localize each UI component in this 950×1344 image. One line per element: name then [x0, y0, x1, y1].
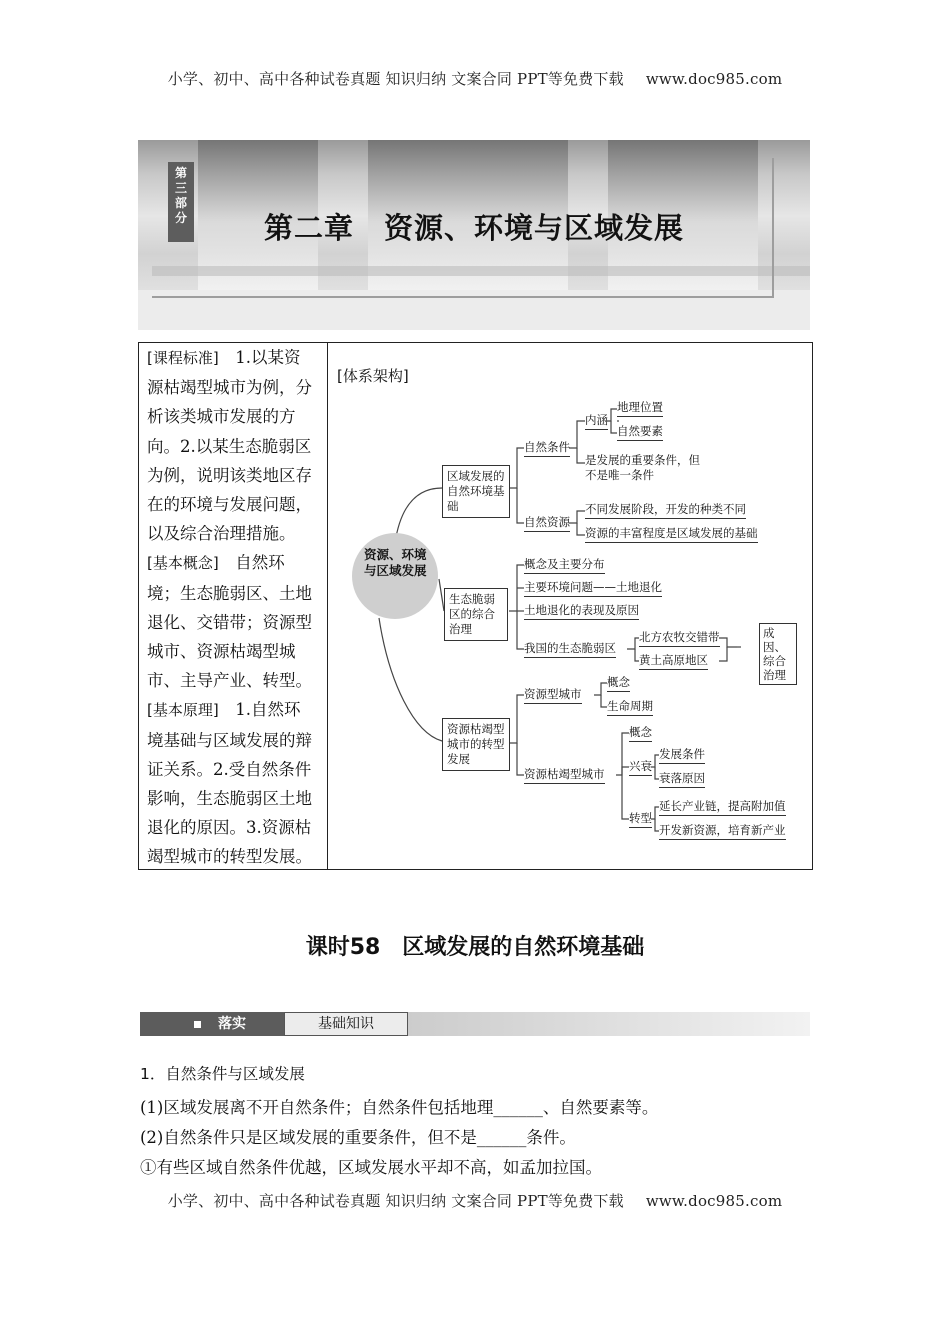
section-bar-light-label: 基础知识 [284, 1012, 408, 1036]
content-p3: ①有些区域自然条件优越，区域发展水平却不高，如孟加拉国。 [140, 1158, 602, 1177]
node-extend-chain: 延长产业链，提高附加值 [659, 799, 786, 816]
standards-text: 析该类城市发展的方 [147, 407, 296, 427]
part-tag-text: 第三部分 [174, 166, 187, 225]
header-url[interactable]: www.doc985.com [645, 70, 783, 88]
standards-text: 境基础与区域发展的辩 [147, 730, 312, 750]
content-p2: (2)自然条件只是区域发展的重要条件，但不是______条件。 [140, 1128, 576, 1147]
standards-text: 向。2.以某生态脆弱区 [147, 436, 312, 456]
standards-text: 自然环 [218, 553, 285, 573]
node-dev-conditions: 发展条件 [659, 747, 705, 764]
standards-text: 竭型城市的转型发展。 [147, 847, 312, 867]
node-china-fragile: 我国的生态脆弱区 [524, 641, 616, 658]
footer-url[interactable]: www.doc985.com [645, 1192, 783, 1210]
standards-text: 源枯竭型城市为例，分 [147, 378, 312, 398]
section-bar-dark-label: 落实 [218, 1016, 246, 1032]
standards-text: 为例，说明该类地区存 [147, 465, 312, 485]
architecture-label: [体系架构] [337, 367, 409, 385]
node-new-resources: 开发新资源，培育新产业 [659, 823, 786, 840]
standards-text: 1.以某资 [218, 348, 301, 367]
standards-text: 在的环境与发展问题， [147, 495, 312, 515]
mindmap-center: 资源、环境与区域发展 [352, 533, 438, 619]
banner-frame [152, 158, 774, 298]
chapter-title: 第二章 资源、环境与区域发展 [263, 211, 684, 245]
content-p1: (1)区域发展离不开自然条件；自然条件包括地理______、自然要素等。 [140, 1098, 659, 1117]
node-decline-reasons: 衰落原因 [659, 771, 705, 788]
section-bar [140, 1012, 810, 1036]
standards-text: 市、主导产业、转型。 [147, 671, 312, 691]
node-loess-plateau: 黄土高原地区 [639, 653, 708, 670]
standards-tag: [基本原理] [147, 701, 219, 720]
branch-natural-base: 区域发展的自然环境基础 [442, 465, 510, 518]
node-richness-basis: 资源的丰富程度是区域发展的基础 [585, 526, 758, 543]
branch-fragile-zone: 生态脆弱区的综合治理 [444, 588, 508, 641]
standards-text: 以及综合治理措施。 [147, 524, 296, 544]
node-life-cycle: 生命周期 [607, 699, 653, 716]
standards-text: 影响，生态脆弱区土地 [147, 789, 312, 809]
node-transformation: 转型 [629, 811, 652, 828]
node-natural-conditions: 自然条件 [524, 440, 570, 457]
standards-text: 退化的原因。3.资源枯 [147, 818, 312, 838]
standards-text: 退化、交错带；资源型 [147, 612, 312, 632]
standards-text: 城市、资源枯竭型城 [147, 642, 296, 662]
node-rise-decline: 兴衰 [629, 759, 652, 776]
section-bar-dark [140, 1012, 284, 1036]
standards-text: 1.自然环 [218, 700, 301, 720]
node-concept: 概念 [607, 675, 630, 692]
content-heading: 1．自然条件与区域发展 [140, 1065, 305, 1083]
node-resource-city: 资源型城市 [524, 687, 582, 704]
page-footer [0, 1190, 950, 1211]
header-text: 小学、初中、高中各种试卷真题 知识归纳 文案合同 PPT等免费下载 [167, 70, 624, 88]
node-natural-elements: 自然要素 [617, 424, 663, 441]
node-causes-governance: 成因、综合治理 [759, 623, 797, 685]
node-concept-distribution: 概念及主要分布 [524, 557, 605, 574]
node-stage-diff: 不同发展阶段，开发的种类不同 [585, 502, 746, 519]
node-north-ecotone: 北方农牧交错带 [639, 630, 720, 647]
node-geo-location: 地理位置 [617, 400, 663, 417]
node-manifestation: 土地退化的表现及原因 [524, 603, 639, 620]
node-concept2: 概念 [629, 725, 652, 742]
standards-text: 境；生态脆弱区、土地 [147, 583, 312, 603]
standards-text: 证关系。2.受自然条件 [147, 759, 312, 779]
lesson-title: 课时58 区域发展的自然环境基础 [305, 935, 645, 960]
standards-tag: [课程标准] [147, 349, 219, 367]
standards-table [138, 342, 813, 870]
footer-text: 小学、初中、高中各种试卷真题 知识归纳 文案合同 PPT等免费下载 [167, 1192, 624, 1210]
square-icon [194, 1021, 201, 1028]
node-connotation: 内涵 [585, 413, 608, 430]
node-important-condition: 是发展的重要条件，但不是唯一条件 [585, 453, 700, 482]
node-main-problem: 主要环境问题——土地退化 [524, 580, 662, 597]
node-natural-resources: 自然资源 [524, 515, 570, 532]
node-exhausted-city: 资源枯竭型城市 [524, 767, 605, 784]
branch-resource-city: 资源枯竭型城市的转型发展 [442, 718, 510, 771]
page-header [0, 68, 950, 89]
standards-tag: [基本概念] [147, 554, 219, 573]
